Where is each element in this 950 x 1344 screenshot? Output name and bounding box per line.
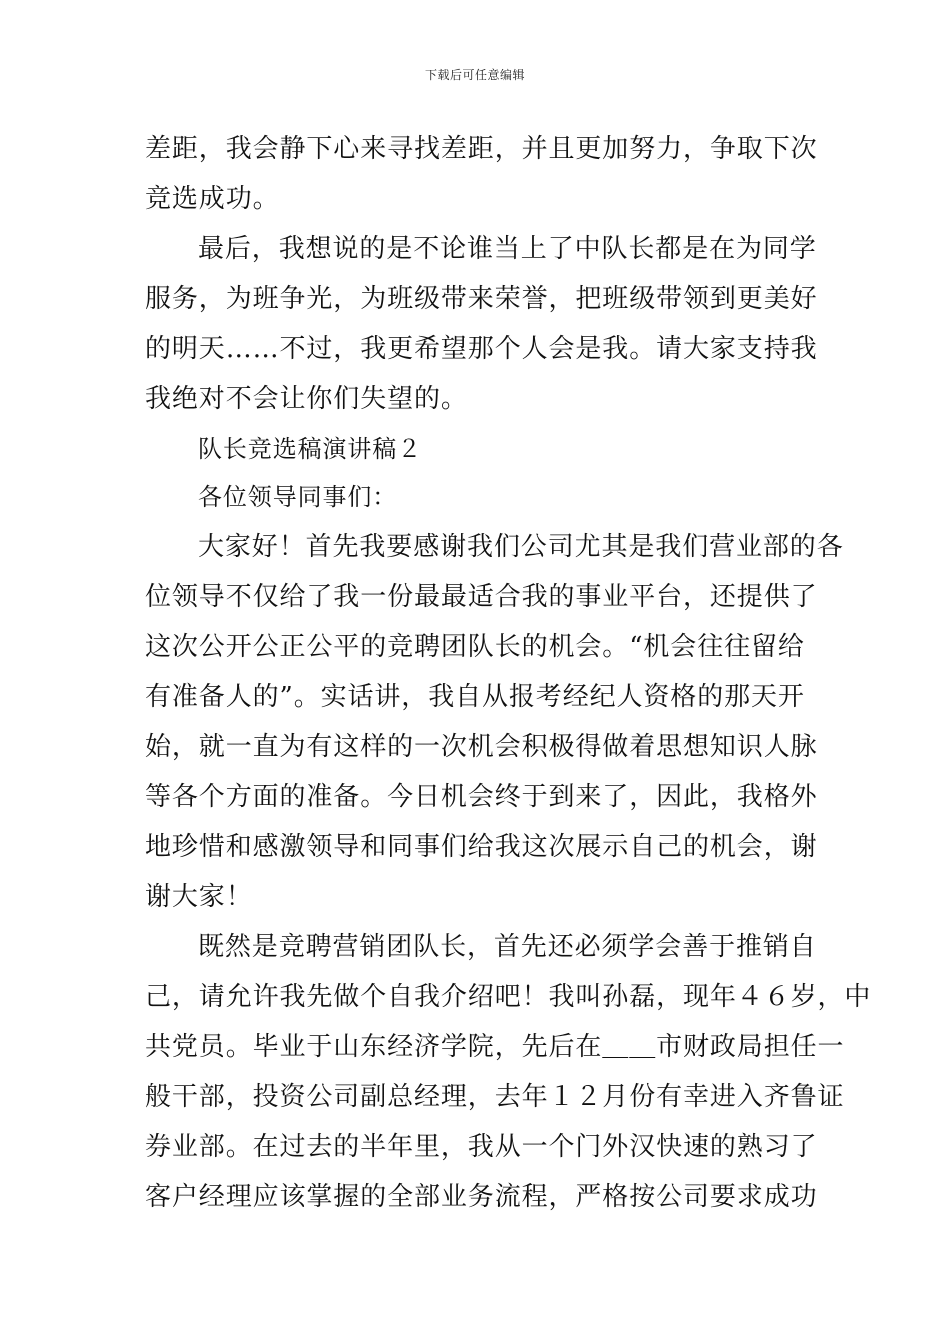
text-line: 这次公开公正公平的竞聘团队长的机会。“机会往往留给	[145, 632, 805, 662]
text-line: 竞选成功。	[145, 184, 280, 214]
text-line: 大家好！首先我要感谢我们公司尤其是我们营业部的各	[198, 532, 844, 562]
text-line: 位领导不仅给了我一份最最适合我的事业平台，还提供了	[145, 582, 818, 612]
text-line: 服务，为班争光，为班级带来荣誉，把班级带领到更美好	[145, 284, 818, 314]
text-line: 有准备人的”。实话讲，我自从报考经纪人资格的那天开	[145, 682, 805, 712]
text-line: 谢大家！	[145, 882, 253, 912]
header-note: 下载后可任意编辑	[424, 68, 525, 82]
text-line: 共党员。毕业于山东经济学院，先后在＿＿市财政局担任一	[145, 1032, 845, 1062]
text-line: 我绝对不会让你们失望的。	[145, 384, 468, 414]
text-line: 地珍惜和感激领导和同事们给我这次展示自己的机会，谢	[145, 832, 818, 862]
text-line: 始，就一直为有这样的一次机会积极得做着思想知识人脉	[145, 732, 818, 762]
text-line: 既然是竞聘营销团队长，首先还必须学会善于推销自	[198, 932, 817, 962]
text-line: 等各个方面的准备。今日机会终于到来了，因此，我格外	[145, 782, 818, 812]
text-line: 己，请允许我先做个自我介绍吧！我叫孙磊，现年４６岁，中	[145, 982, 872, 1012]
section-title: 队长竞选稿演讲稿２	[198, 435, 423, 463]
text-line: 券业部。在过去的半年里，我从一个门外汉快速的熟习了	[145, 1132, 818, 1162]
text-line: 最后，我想说的是不论谁当上了中队长都是在为同学	[198, 234, 817, 264]
text-line: 客户经理应该掌握的全部业务流程，严格按公司要求成功	[145, 1182, 818, 1212]
text-line: 差距，我会静下心来寻找差距，并且更加努力，争取下次	[145, 134, 818, 164]
text-line: 般干部，投资公司副总经理，去年１２月份有幸进入齐鲁证	[145, 1082, 845, 1112]
salutation: 各位领导同事们：	[198, 483, 398, 511]
text-line: 的明天……不过，我更希望那个人会是我。请大家支持我	[145, 334, 818, 364]
